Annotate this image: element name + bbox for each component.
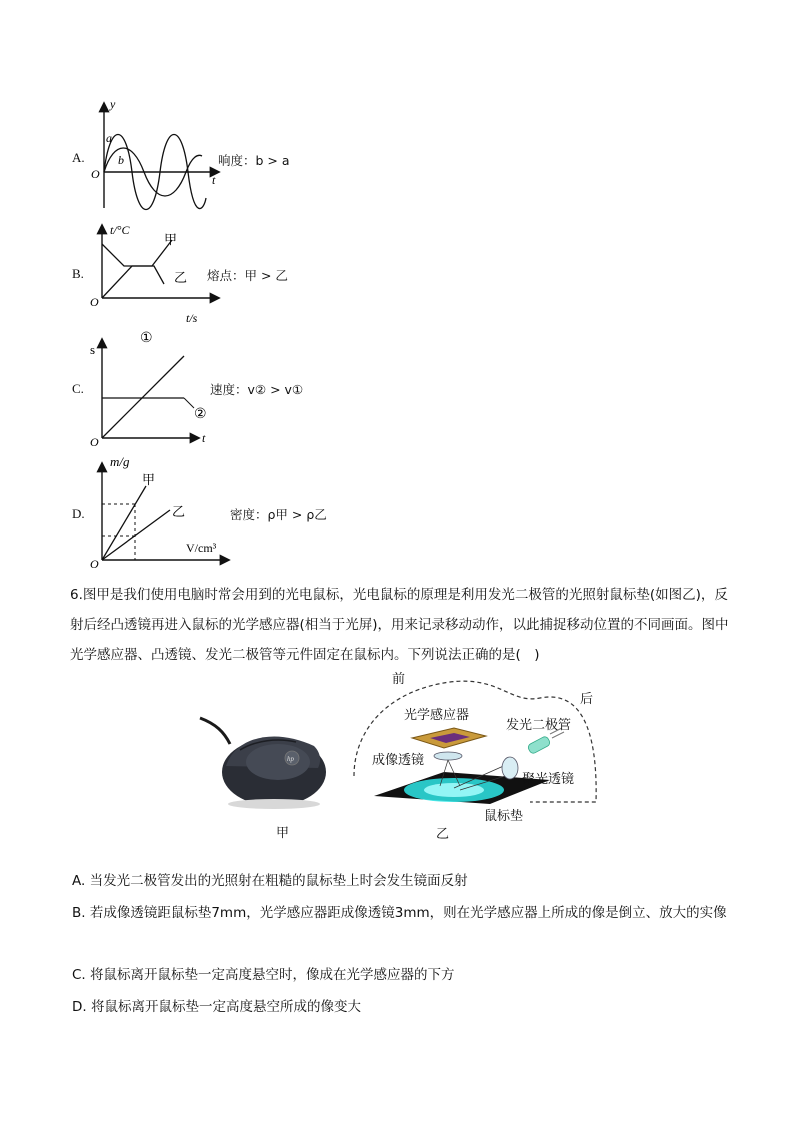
axis-y-label: t/°C — [110, 223, 130, 237]
curve-label-yi: 乙 — [174, 270, 188, 285]
label-imaging-lens: 成像透镜 — [372, 753, 425, 768]
axis-x-label: t/s — [186, 311, 198, 325]
curve-jia — [102, 240, 172, 298]
svg-text:hp: hp — [287, 755, 294, 763]
question-6-stem: 6.图甲是我们使用电脑时常会用到的光电鼠标，光电鼠标的原理是利用发光二极管的光照射鼠标垫(如图乙)，反射后经凸透镜再进入鼠标的光学感应器(相当于光屏)，用来记录移动动作，以此捕捉移动位置的不同画面。图中光学感应器、凸透镜、发光二极管等元件固定在鼠标内。下列说法正确的是( ) — [70, 587, 729, 663]
curve-label-jia: 甲 — [164, 232, 178, 247]
option-d-caption: 密度：ρ甲 > ρ乙 — [230, 507, 327, 522]
answer-option-c: C. 将鼠标离开鼠标垫一定高度悬空时，像成在光学感应器的下方 — [72, 967, 455, 983]
option-a-letter: A. — [72, 150, 85, 165]
origin-label: O — [90, 435, 99, 446]
graph-d — [88, 452, 238, 570]
label-back: 后 — [580, 692, 594, 707]
axis-x-label: V/cm³ — [186, 541, 217, 555]
curve-label-1: ① — [140, 331, 153, 346]
origin-label: O — [91, 167, 100, 181]
axis-y-label: m/g — [110, 454, 130, 469]
label-front: 前 — [392, 672, 406, 687]
axis-x-label: t — [202, 431, 206, 445]
graph-a — [88, 98, 228, 214]
label-condenser-lens: 聚光透镜 — [522, 772, 575, 787]
label-led: 发光二极管 — [506, 718, 572, 733]
line-1 — [102, 356, 184, 438]
imaging-lens — [434, 752, 462, 760]
line-jia — [102, 486, 146, 560]
answer-option-a: A. 当发光二极管发出的光照射在粗糙的鼠标垫上时会发生镜面反射 — [72, 873, 468, 889]
mouse-cable — [200, 718, 230, 744]
mouse-photo — [196, 706, 336, 816]
answer-option-b: B. 若成像透镜距鼠标垫7mm，光学感应器距成像透镜3mm，则在光学感应器上所成的像是倒立、放大的实像 — [72, 905, 727, 921]
option-c-letter: C. — [72, 381, 84, 396]
option-b-letter: B. — [72, 266, 84, 281]
curve-label-a: a — [106, 131, 112, 145]
curve-label-b: b — [118, 153, 124, 167]
axis-y-label: s — [90, 342, 96, 357]
axis-x-label: t — [212, 173, 216, 187]
condenser-lens — [502, 757, 518, 779]
axis-y-label: y — [110, 98, 116, 111]
label-sensor: 光学感应器 — [404, 708, 470, 723]
option-d-letter: D. — [72, 506, 85, 521]
answer-option-d: D. 将鼠标离开鼠标垫一定高度悬空所成的像变大 — [72, 999, 361, 1015]
curve-label-jia: 甲 — [142, 472, 156, 487]
origin-label: O — [90, 557, 99, 570]
curve-label-yi: 乙 — [172, 504, 186, 519]
option-c-caption: 速度：v② > v① — [210, 382, 304, 397]
label-mouse-pad: 鼠标垫 — [484, 809, 524, 824]
curve-yi — [102, 244, 164, 284]
led — [527, 735, 551, 754]
option-b-caption: 熔点：甲 > 乙 — [207, 268, 288, 283]
fig-b-caption: 乙 — [436, 827, 450, 842]
option-a-caption: 响度：b > a — [218, 153, 290, 168]
graph-c — [88, 328, 228, 446]
fig-a-caption: 甲 — [276, 826, 290, 841]
curve-label-2: ② — [194, 407, 207, 422]
origin-label: O — [90, 295, 99, 309]
line-yi — [102, 510, 170, 560]
